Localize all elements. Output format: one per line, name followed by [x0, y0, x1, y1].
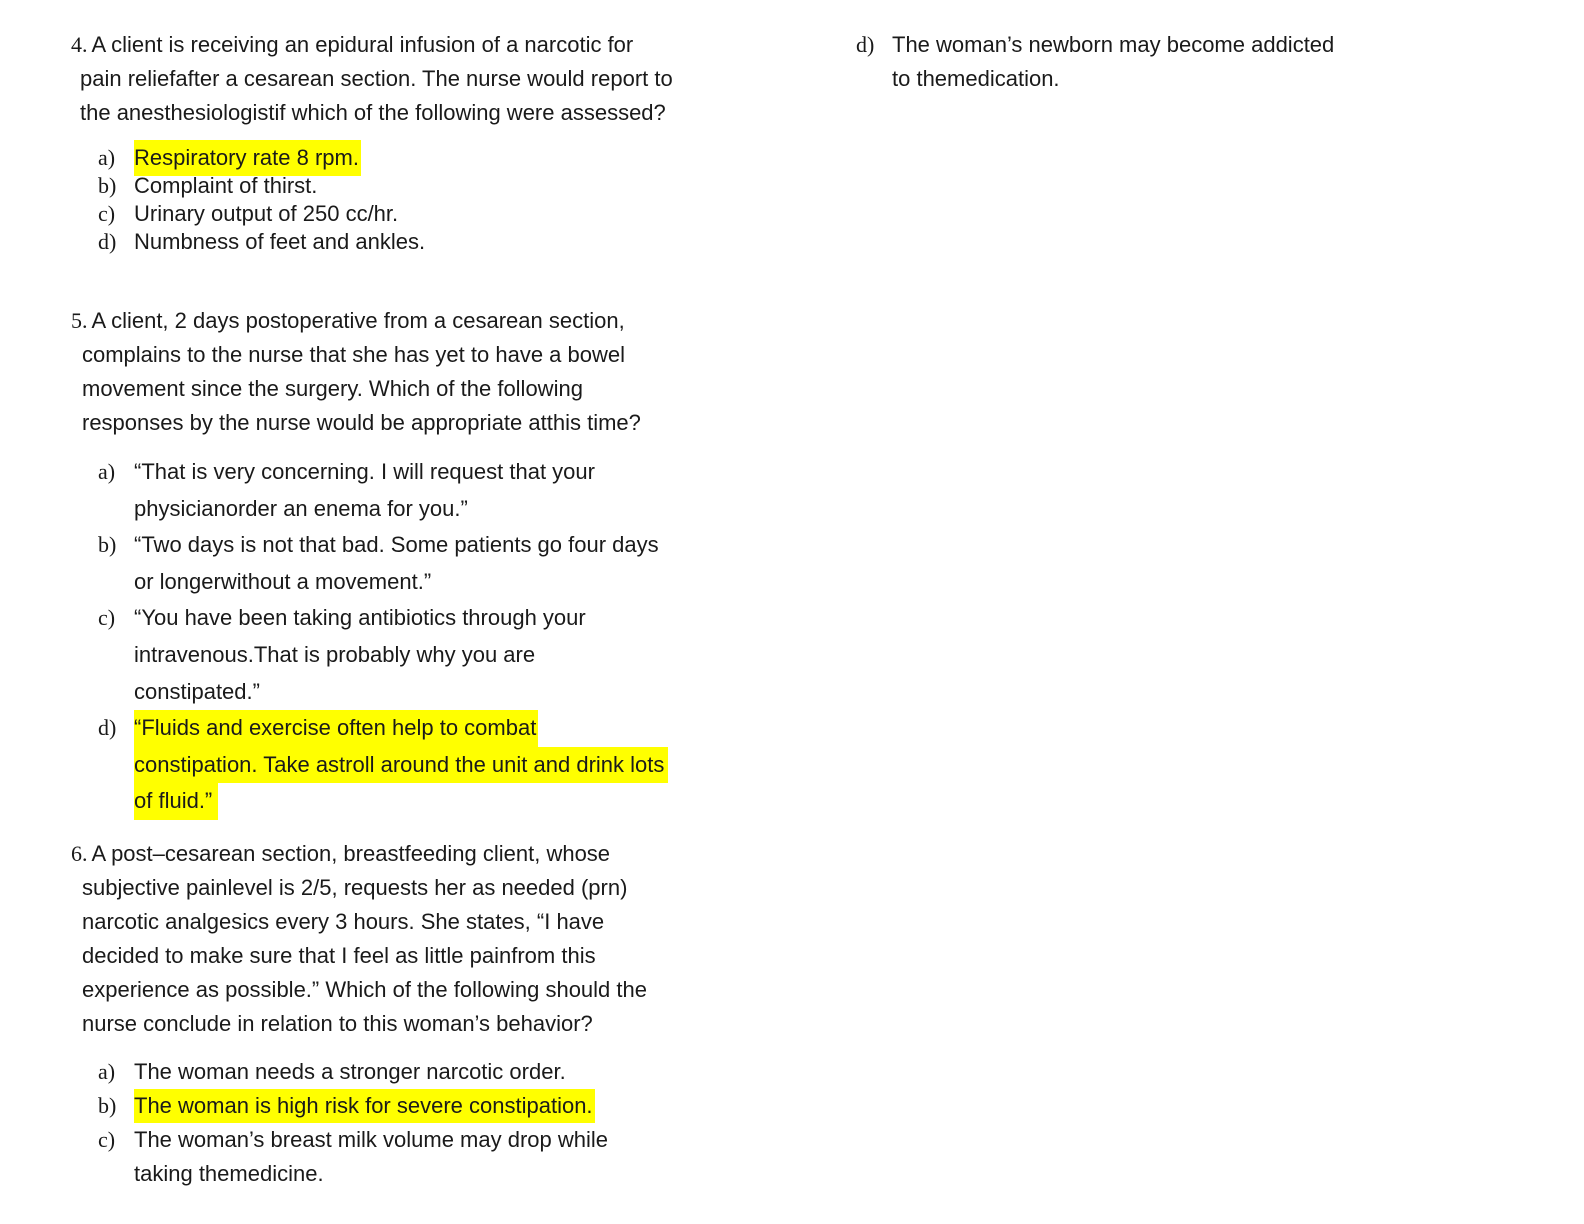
- option-d: d) The woman’s newborn may become addicted to themedication.: [856, 32, 1335, 91]
- question-6: [71, 837, 736, 1191]
- question-number: 6.: [71, 841, 88, 866]
- option-a: a) “That is very concerning. I will request that your physicianorder an enema for you.”: [98, 459, 595, 521]
- question-4-options: [71, 144, 735, 256]
- question-6-stem: 6. A post–cesarean section, breastfeeding client, whose subjective painlevel is 2/5, requests her as needed (prn) narcotic analgesics every 3 hours. She states, “I have decided to make sure that I feel as little painfrom this experience as possible.” Which of the following should the nurse conclude in relation to this woman’s behavior?: [71, 841, 647, 1036]
- question-5: [71, 304, 736, 820]
- option-a: a) Respiratory rate 8 rpm.: [98, 144, 735, 172]
- option-a: a) The woman needs a stronger narcotic order.: [98, 1059, 566, 1084]
- option-b: b) “Two days is not that bad. Some patients go four days or longerwithout a movement.”: [98, 532, 659, 594]
- question-6-continued: [856, 28, 1416, 96]
- question-4-stem: 4. A client is receiving an epidural infusion of a narcotic for pain reliefafter a cesarean section. The nurse would report to the anesthesiologistif which of the following were assessed?: [71, 32, 673, 125]
- option-d: d) Numbness of feet and ankles.: [98, 229, 426, 254]
- question-4: [71, 28, 735, 256]
- option-c: c) Urinary output of 250 cc/hr.: [98, 201, 399, 226]
- question-5-stem: 5. A client, 2 days postoperative from a cesarean section, complains to the nurse that she has yet to have a bowel movement since the surgery. Which of the following responses by the nurse would be appropriate atthis time?: [71, 308, 641, 435]
- option-b: b) Complaint of thirst.: [98, 173, 318, 198]
- question-5-options: [71, 454, 736, 820]
- option-d: d) “Fluids and exercise often help to combat constipation. Take astroll around the unit and drink lots of fluid.”: [98, 710, 736, 820]
- option-c: c) “You have been taking antibiotics through your intravenous.That is probably why you are constipated.”: [98, 605, 586, 704]
- question-6-options: [71, 1055, 736, 1191]
- highlighted-answer: “Fluids and exercise often help to combat constipation. Take astroll around the unit and drink lots of fluid.”: [134, 710, 668, 820]
- highlighted-answer: The woman is high risk for severe constipation.: [134, 1089, 595, 1123]
- option-b: b) The woman is high risk for severe constipation.: [98, 1089, 736, 1123]
- option-c: c) The woman’s breast milk volume may drop while taking themedicine.: [98, 1127, 608, 1186]
- question-number: 5.: [71, 308, 88, 333]
- highlighted-answer: Respiratory rate 8 rpm.: [134, 140, 361, 176]
- question-number: 4.: [71, 32, 88, 57]
